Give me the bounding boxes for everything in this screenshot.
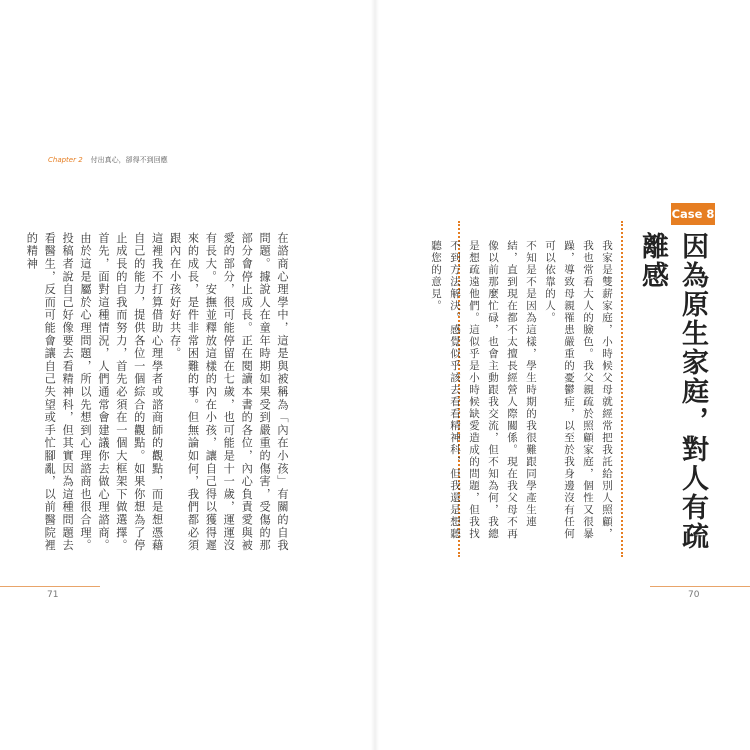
body-paragraph-1: 在諮商心理學中，這是與被稱為「內在小孩」有關的自我問題。據說人在童年時期如果受到嚴重的傷害，受傷的那部分會停止成長。正在閱讀本書的各位，內心負責愛與被愛的部分，很可能停留在七歲，也可能是十一歲，運運沒有長大。安撫並釋放這樣的內在小孩，讓自己得以獲得遲來的成長，是件非常困難的事。但無論如何，我們都必須跟內在小孩好好共存。 — [168, 232, 289, 552]
book-spine — [371, 0, 379, 750]
chapter-label: Chapter 2 — [48, 156, 83, 164]
case-title: 因為原生家庭，對人有疏離感 — [637, 232, 708, 551]
page-number-right: 70 — [688, 590, 700, 600]
case-letter-paragraph-1: 我家是雙薪家庭，小時候父母就經常把我託給別人照顧，我也常看大人的臉色。我父親疏於照顧家庭，個性又很暴躁，導致母親罹患嚴重的憂鬱症，以至於我身邊沒有任何可以依靠的人。 — [544, 240, 613, 540]
page-number-left: 71 — [47, 590, 59, 600]
footer-rule-right — [650, 586, 750, 587]
running-header — [48, 155, 168, 165]
body-paragraph-2: 這裡我不打算借助心理學者或諮商師的觀點，而是想憑藉自己的能力，提供各位一個綜合的觀點。如果你想為了停止成長的自我而努力，首先必須在一個大框架下做選擇。 — [114, 232, 164, 552]
case-letter-paragraph-2: 不知是不是因為這樣，學生時期的我很難跟同學產生連結，直到現在都不太擅長經營人際關係。現在我父母不再像以前那麼忙碌，也會主動跟我交流，但不知為何，我總是想疏遠他們。這似乎是小時候缺愛造成的問題，但我找不到方法解決。感覺似乎該去看看精神科，但我還是想聽聽您的意見。 — [430, 240, 537, 540]
case-letter-text — [430, 240, 616, 546]
footer-rule-left — [0, 586, 100, 587]
body-text — [25, 232, 291, 552]
case-label-badge: Case 8 — [671, 203, 715, 225]
chapter-title: 付出真心，卻得不到回應 — [90, 156, 168, 164]
body-paragraph-3: 首先，面對這種情況，人們通常會建議你去做心理諮商。由於這是屬於心理問題，所以先想到心理諮商也很合理。投稿者說自己好像要去看精神科，但其實因為這種問題去看醫生，反而可能會讓自己失望或手忙腳亂，以前醫院裡的精神 — [25, 232, 110, 552]
